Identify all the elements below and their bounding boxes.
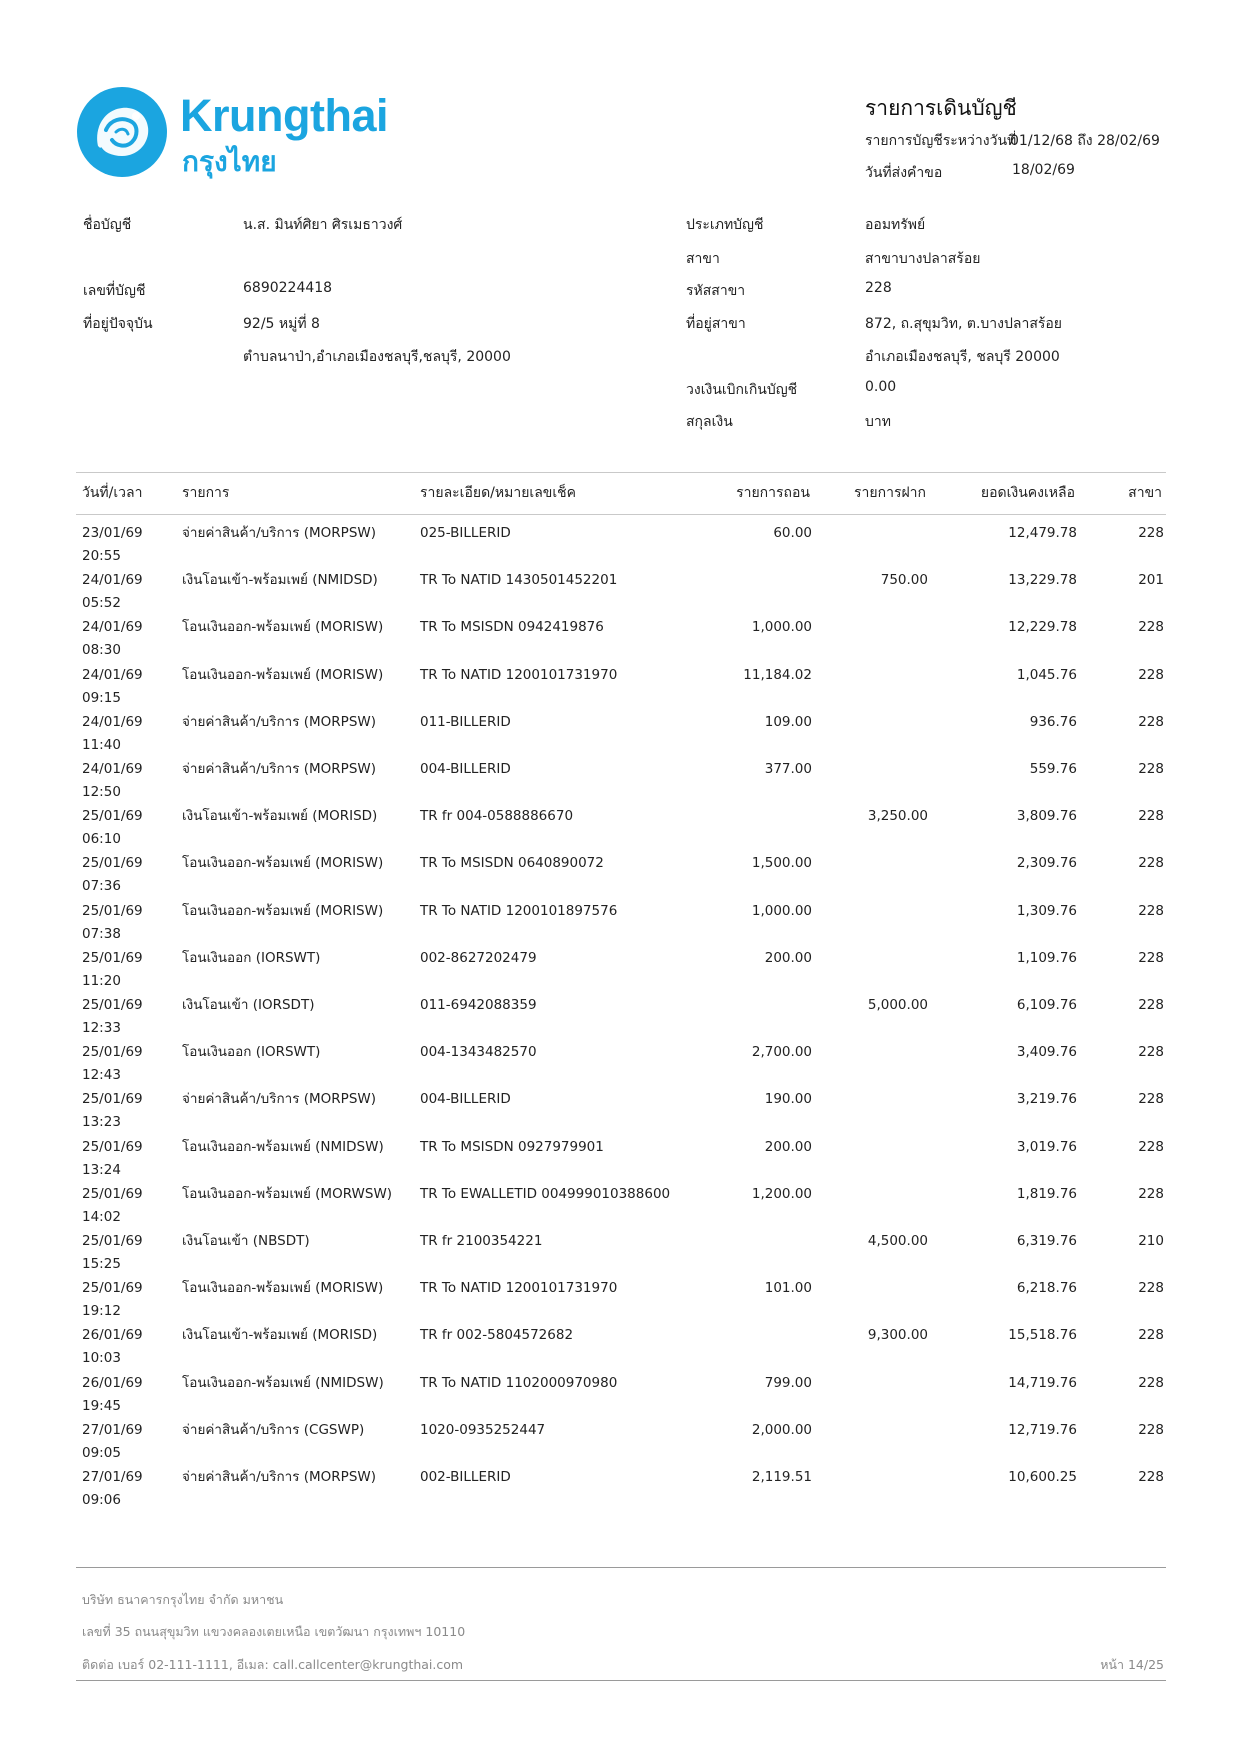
- row-branch: 210: [1138, 1233, 1164, 1249]
- row-withdraw-amount: 200.00: [764, 949, 812, 966]
- table-row: [76, 996, 1166, 1043]
- account-type-label: ประเภทบัญชี: [686, 217, 764, 233]
- row-balance: 13,229.78: [1008, 572, 1077, 589]
- row-date: 25/01/69: [82, 1233, 143, 1249]
- row-balance: 3,809.76: [1016, 808, 1077, 825]
- branch-address-label: ที่อยู่สาขา: [686, 316, 746, 332]
- row-withdraw-amount: 1,000.00: [751, 619, 812, 636]
- row-withdraw-amount: 190.00: [764, 1091, 812, 1108]
- row-description: โอนเงินออก-พร้อมเพย์ (NMIDSW): [182, 1374, 384, 1391]
- row-branch: 228: [1138, 1327, 1164, 1344]
- row-balance: 3,219.76: [1016, 1091, 1077, 1108]
- table-header-divider: [76, 514, 1166, 515]
- account-name-label: ชื่อบัญชี: [83, 217, 132, 233]
- table-row: [76, 1374, 1166, 1421]
- row-date: 27/01/69: [82, 1469, 143, 1485]
- table-row: [76, 902, 1166, 949]
- row-branch: 228: [1138, 525, 1164, 541]
- footer-address: เลขที่ 35 ถนนสุขุมวิท แขวงคลองเตยเหนือ เขตวัฒนา กรุงเทพฯ 10110: [82, 1624, 466, 1639]
- row-time: 12:33: [82, 1020, 121, 1036]
- row-time: 08:30: [82, 642, 121, 659]
- row-detail: TR To MSISDN 0640890072: [420, 855, 604, 872]
- row-branch: 228: [1138, 761, 1164, 777]
- row-detail: TR To NATID 1200101897576: [420, 902, 618, 919]
- row-detail: TR To MSISDN 0942419876: [420, 619, 604, 636]
- row-withdraw-amount: 109.00: [764, 713, 812, 730]
- row-deposit-amount: 750.00: [880, 572, 928, 589]
- row-date: 25/01/69: [82, 997, 143, 1013]
- table-row: [76, 1090, 1166, 1137]
- branch-address-line-2: อำเภอเมืองชลบุรี, ชลบุรี 20000: [865, 349, 1060, 365]
- bank-logo: [76, 86, 396, 186]
- row-branch: 228: [1138, 713, 1164, 730]
- table-row: [76, 1468, 1166, 1515]
- header-balance: ยอดเงินคงเหลือ: [980, 485, 1075, 501]
- row-detail: TR To NATID 1200101731970: [420, 1280, 618, 1297]
- document-title: รายการเดินบัญชี: [865, 96, 1017, 120]
- footer-top-divider: [76, 1567, 1166, 1568]
- row-balance: 12,229.78: [1008, 619, 1077, 636]
- row-detail: TR To NATID 1200101731970: [420, 666, 618, 683]
- row-withdraw-amount: 2,700.00: [751, 1044, 812, 1061]
- footer-page-number: หน้า 14/25: [1100, 1657, 1164, 1672]
- row-detail: TR To MSISDN 0927979901: [420, 1138, 604, 1155]
- row-date: 25/01/69: [82, 1185, 143, 1202]
- row-description: จ่ายค่าสินค้า/บริการ (MORPSW): [182, 713, 377, 730]
- row-date: 26/01/69: [82, 1327, 143, 1344]
- table-row: [76, 807, 1166, 854]
- row-description: โอนเงินออก (IORSWT): [182, 1044, 321, 1061]
- row-balance: 1,045.76: [1016, 666, 1077, 683]
- row-description: โอนเงินออก (IORSWT): [182, 949, 321, 966]
- row-balance: 2,309.76: [1016, 855, 1077, 872]
- row-withdraw-amount: 2,119.51: [751, 1469, 812, 1485]
- row-time: 19:12: [82, 1303, 121, 1320]
- row-time: 13:24: [82, 1161, 121, 1178]
- row-detail: TR To NATID 1430501452201: [420, 572, 618, 589]
- row-description: โอนเงินออก-พร้อมเพย์ (MORISW): [182, 619, 384, 636]
- row-deposit-amount: 5,000.00: [867, 997, 928, 1013]
- row-deposit-amount: 3,250.00: [867, 808, 928, 825]
- row-time: 09:05: [82, 1444, 121, 1461]
- header-deposit: รายการฝาก: [854, 485, 926, 501]
- row-branch: 201: [1138, 572, 1164, 589]
- row-branch: 228: [1138, 855, 1164, 872]
- row-branch: 228: [1138, 997, 1164, 1013]
- row-balance: 14,719.76: [1008, 1374, 1077, 1391]
- table-row: [76, 1279, 1166, 1326]
- table-row: [76, 1232, 1166, 1279]
- row-date: 26/01/69: [82, 1374, 143, 1391]
- row-description: โอนเงินออก-พร้อมเพย์ (MORISW): [182, 855, 384, 872]
- table-top-divider: [76, 472, 1166, 473]
- krungthai-bird-emblem-icon: [76, 86, 168, 178]
- row-time: 20:55: [82, 548, 121, 564]
- row-detail: TR fr 2100354221: [420, 1233, 543, 1249]
- row-withdraw-amount: 1,200.00: [751, 1185, 812, 1202]
- table-row: [76, 1185, 1166, 1232]
- branch-code-label: รหัสสาขา: [686, 283, 746, 299]
- request-date-value: 18/02/69: [1012, 162, 1075, 178]
- row-branch: 228: [1138, 1374, 1164, 1391]
- branch-label: สาขา: [686, 251, 720, 267]
- row-branch: 228: [1138, 1469, 1164, 1485]
- account-number-label: เลขที่บัญชี: [83, 283, 146, 299]
- row-time: 07:36: [82, 878, 121, 895]
- row-balance: 12,719.76: [1008, 1421, 1077, 1438]
- header-description: รายการ: [182, 485, 230, 501]
- row-date: 25/01/69: [82, 855, 143, 872]
- row-withdraw-amount: 60.00: [773, 525, 812, 541]
- row-time: 09:15: [82, 689, 121, 706]
- period-label: รายการบัญชีระหว่างวันที่: [865, 133, 1017, 149]
- row-date: 25/01/69: [82, 1091, 143, 1108]
- row-balance: 3,019.76: [1016, 1138, 1077, 1155]
- account-name-value: น.ส. มินท์ศิยา ศิรเมธาวงศ์: [243, 217, 403, 233]
- row-date: 23/01/69: [82, 525, 143, 541]
- row-date: 24/01/69: [82, 619, 143, 636]
- table-row: [76, 524, 1166, 571]
- currency-value: บาท: [865, 414, 891, 430]
- table-row: [76, 760, 1166, 807]
- row-deposit-amount: 4,500.00: [867, 1233, 928, 1249]
- table-row: [76, 713, 1166, 760]
- table-row: [76, 854, 1166, 901]
- row-withdraw-amount: 1,500.00: [751, 855, 812, 872]
- table-row: [76, 1421, 1166, 1468]
- row-withdraw-amount: 200.00: [764, 1138, 812, 1155]
- row-description: โอนเงินออก-พร้อมเพย์ (MORWSW): [182, 1185, 393, 1202]
- row-description: จ่ายค่าสินค้า/บริการ (MORPSW): [182, 761, 377, 777]
- row-balance: 6,109.76: [1016, 997, 1077, 1013]
- row-time: 15:25: [82, 1256, 121, 1272]
- row-detail: 002-BILLERID: [420, 1469, 511, 1485]
- row-time: 19:45: [82, 1397, 121, 1414]
- row-branch: 228: [1138, 1044, 1164, 1061]
- row-date: 25/01/69: [82, 808, 143, 825]
- address-label: ที่อยู่ปัจจุบัน: [83, 316, 153, 332]
- row-withdraw-amount: 799.00: [764, 1374, 812, 1391]
- row-description: โอนเงินออก-พร้อมเพย์ (MORISW): [182, 1280, 384, 1297]
- row-balance: 3,409.76: [1016, 1044, 1077, 1061]
- row-balance: 6,319.76: [1016, 1233, 1077, 1249]
- row-branch: 228: [1138, 1280, 1164, 1297]
- row-description: จ่ายค่าสินค้า/บริการ (MORPSW): [182, 525, 377, 541]
- row-branch: 228: [1138, 808, 1164, 825]
- row-detail: 025-BILLERID: [420, 525, 511, 541]
- address-line-2: ตำบลนาป่า,อำเภอเมืองชลบุรี,ชลบุรี, 20000: [243, 349, 511, 365]
- row-description: จ่ายค่าสินค้า/บริการ (CGSWP): [182, 1421, 365, 1438]
- row-withdraw-amount: 1,000.00: [751, 902, 812, 919]
- row-time: 14:02: [82, 1208, 121, 1225]
- row-time: 11:20: [82, 972, 121, 989]
- row-balance: 1,819.76: [1016, 1185, 1077, 1202]
- row-description: เงินโอนเข้า (IORSDT): [182, 997, 315, 1013]
- row-time: 12:50: [82, 784, 121, 800]
- branch-address-line-1: 872, ถ.สุขุมวิท, ต.บางปลาสร้อย: [865, 316, 1063, 332]
- row-balance: 10,600.25: [1008, 1469, 1077, 1485]
- row-date: 25/01/69: [82, 1280, 143, 1297]
- row-description: โอนเงินออก-พร้อมเพย์ (MORISW): [182, 666, 384, 683]
- row-description: เงินโอนเข้า-พร้อมเพย์ (MORISD): [182, 1327, 378, 1344]
- row-branch: 228: [1138, 666, 1164, 683]
- row-balance: 12,479.78: [1008, 525, 1077, 541]
- table-row: [76, 571, 1166, 618]
- row-detail: 002-8627202479: [420, 949, 537, 966]
- overdraft-value: 0.00: [865, 379, 897, 395]
- row-detail: TR fr 004-0588886670: [420, 808, 574, 825]
- row-description: เงินโอนเข้า (NBSDT): [182, 1233, 310, 1249]
- row-time: 11:40: [82, 736, 121, 753]
- branch-code-value: 228: [865, 280, 892, 296]
- request-date-label: วันที่ส่งคำขอ: [865, 165, 943, 181]
- row-detail: TR fr 002-5804572682: [420, 1327, 574, 1344]
- period-value: 01/12/68 ถึง 28/02/69: [1010, 133, 1160, 149]
- footer-bottom-divider: [76, 1680, 1166, 1681]
- header-date: วันที่/เวลา: [82, 485, 143, 501]
- address-line-1: 92/5 หมู่ที่ 8: [243, 316, 320, 332]
- row-balance: 15,518.76: [1008, 1327, 1077, 1344]
- row-detail: TR To NATID 1102000970980: [420, 1374, 618, 1391]
- overdraft-label: วงเงินเบิกเกินบัญชี: [686, 382, 798, 398]
- row-balance: 559.76: [1029, 761, 1077, 777]
- branch-value: สาขาบางปลาสร้อย: [865, 251, 981, 267]
- row-branch: 228: [1138, 1421, 1164, 1438]
- row-branch: 228: [1138, 1091, 1164, 1108]
- row-detail: 011-6942088359: [420, 997, 537, 1013]
- row-time: 07:38: [82, 925, 121, 942]
- row-time: 13:23: [82, 1114, 121, 1131]
- row-date: 24/01/69: [82, 761, 143, 777]
- row-date: 24/01/69: [82, 572, 143, 589]
- row-description: จ่ายค่าสินค้า/บริการ (MORPSW): [182, 1091, 377, 1108]
- row-time: 06:10: [82, 831, 121, 848]
- row-date: 27/01/69: [82, 1421, 143, 1438]
- table-row: [76, 1043, 1166, 1090]
- row-balance: 936.76: [1029, 713, 1077, 730]
- account-type-value: ออมทรัพย์: [865, 217, 926, 233]
- row-withdraw-amount: 2,000.00: [751, 1421, 812, 1438]
- row-description: เงินโอนเข้า-พร้อมเพย์ (MORISD): [182, 808, 378, 825]
- row-description: จ่ายค่าสินค้า/บริการ (MORPSW): [182, 1469, 377, 1485]
- account-number-value: 6890224418: [243, 280, 333, 296]
- row-time: 12:43: [82, 1067, 121, 1084]
- header-branch: สาขา: [1128, 485, 1162, 501]
- row-detail: 004-1343482570: [420, 1044, 537, 1061]
- row-description: โอนเงินออก-พร้อมเพย์ (NMIDSW): [182, 1138, 384, 1155]
- row-detail: 004-BILLERID: [420, 761, 511, 777]
- row-description: โอนเงินออก-พร้อมเพย์ (MORISW): [182, 902, 384, 919]
- row-detail: 004-BILLERID: [420, 1091, 511, 1108]
- row-deposit-amount: 9,300.00: [867, 1327, 928, 1344]
- table-row: [76, 666, 1166, 713]
- brand-name-en: Krungthai: [180, 90, 388, 141]
- row-date: 24/01/69: [82, 713, 143, 730]
- row-detail: 011-BILLERID: [420, 713, 511, 730]
- table-row: [76, 949, 1166, 996]
- row-time: 05:52: [82, 595, 121, 612]
- row-withdraw-amount: 101.00: [764, 1280, 812, 1297]
- table-row: [76, 618, 1166, 665]
- row-branch: 228: [1138, 949, 1164, 966]
- row-date: 25/01/69: [82, 902, 143, 919]
- row-branch: 228: [1138, 902, 1164, 919]
- row-balance: 6,218.76: [1016, 1280, 1077, 1297]
- currency-label: สกุลเงิน: [686, 414, 733, 430]
- row-balance: 1,309.76: [1016, 902, 1077, 919]
- footer-company: บริษัท ธนาคารกรุงไทย จำกัด มหาชน: [82, 1592, 284, 1607]
- header-withdraw: รายการถอน: [736, 485, 810, 501]
- row-detail: 1020-0935252447: [420, 1421, 546, 1438]
- row-date: 25/01/69: [82, 949, 143, 966]
- row-balance: 1,109.76: [1016, 949, 1077, 966]
- row-branch: 228: [1138, 619, 1164, 636]
- row-time: 10:03: [82, 1350, 121, 1367]
- row-detail: TR To EWALLETID 004999010388600: [420, 1185, 671, 1202]
- row-date: 24/01/69: [82, 666, 143, 683]
- table-row: [76, 1138, 1166, 1185]
- row-branch: 228: [1138, 1185, 1164, 1202]
- row-branch: 228: [1138, 1138, 1164, 1155]
- table-row: [76, 1326, 1166, 1373]
- row-time: 09:06: [82, 1492, 121, 1508]
- row-date: 25/01/69: [82, 1138, 143, 1155]
- header-detail: รายละเอียด/หมายเลขเช็ค: [420, 485, 576, 501]
- row-date: 25/01/69: [82, 1044, 143, 1061]
- footer-contact: ติดต่อ เบอร์ 02-111-1111, อีเมล: call.callcenter@krungthai.com: [82, 1657, 464, 1672]
- row-description: เงินโอนเข้า-พร้อมเพย์ (NMIDSD): [182, 572, 378, 589]
- row-withdraw-amount: 11,184.02: [743, 666, 812, 683]
- row-withdraw-amount: 377.00: [764, 761, 812, 777]
- brand-name-th: กรุงไทย: [182, 145, 277, 178]
